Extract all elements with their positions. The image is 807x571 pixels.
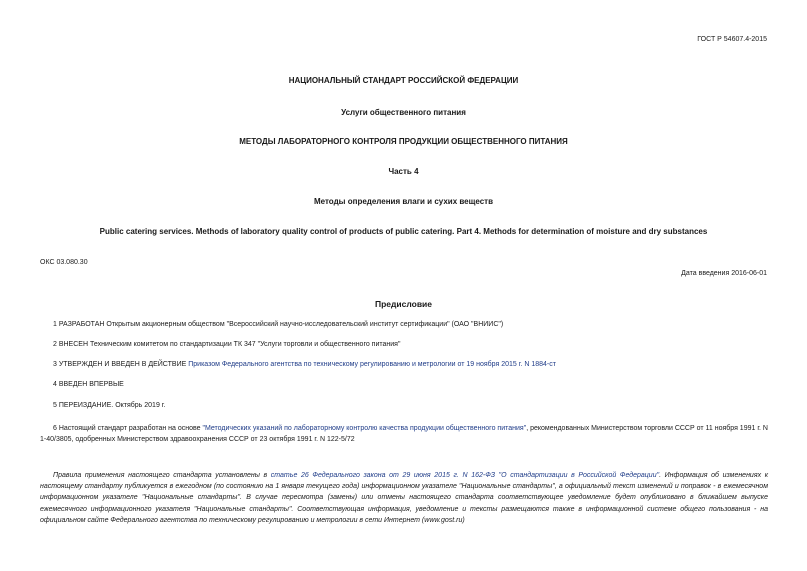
english-title: Public catering services. Methods of laboratory quality control of products of public catering. Part 4. Methods for determination of moisture and dry substances [99, 227, 708, 236]
introduction-date: Дата введения 2016-06-01 [681, 270, 767, 277]
national-standard-heading: НАЦИОНАЛЬНЫЙ СТАНДАРТ РОССИЙСКОЙ ФЕДЕРАЦИИ [288, 76, 519, 85]
preface-item-6-prefix: 6 Настоящий стандарт разработан на основе [53, 425, 203, 432]
preface-item-6-suffix: , рекомендованных Министерством торговли СССР от 11 ноября 1991 г. N 1-40/3805, одобренных Министерством здравоохранения СССР от 23 октября 1991 г. N 122-5/72 [40, 425, 768, 443]
part-number: Часть 4 [388, 167, 419, 176]
federal-law-link[interactable]: статье 26 Федерального закона от 29 июня 2015 г. N 162-ФЗ "О стандартизации в Российской Федерации" [270, 472, 660, 479]
main-title: МЕТОДЫ ЛАБОРАТОРНОГО КОНТРОЛЯ ПРОДУКЦИИ ОБЩЕСТВЕННОГО ПИТАНИЯ [239, 137, 568, 146]
preface-item-3-text: 3 УТВЕРЖДЕН И ВВЕДЕН В ДЕЙСТВИЕ [53, 361, 189, 368]
preface-item-2: 2 ВНЕСЕН Техническим комитетом по стандартизации ТК 347 "Услуги торговли и общественного питания" [53, 341, 401, 348]
preface-heading: Предисловие [374, 299, 433, 309]
note-text-2: . Информация об изменениях к настоящему стандарту публикуется в ежегодном (по состоянию на 1 января текущего года) информационном указателе "Национальные стандарты", а официальный текст изменений и поправок - в ежемесячном информационном указателе "Национальные стандарты". В случае пересмотра (замены) или отмены настоящего стандарта соответствующее уведомление будет опубликовано в ближайшем выпуске ежемесячного информационного указателя "Национальные стандарты". Соответствующая информация, уведомление и тексты размещаются также в информационной системе общего пользования - на официальном сайте Федерального агентства по техническому регулированию и метрологии в сети Интернет (www.gost.ru) [40, 472, 768, 524]
guidelines-link[interactable]: "Методических указаний по лабораторному контролю качества продукции общественного питания" [202, 425, 527, 432]
standard-code: ГОСТ Р 54607.4-2015 [697, 36, 767, 43]
part-title: Методы определения влаги и сухих веществ [313, 197, 493, 206]
preface-item-4: 4 ВВЕДЕН ВПЕРВЫЕ [53, 381, 124, 388]
preface-item-5: 5 ПЕРЕИЗДАНИЕ. Октябрь 2019 г. [53, 402, 166, 409]
application-rules-note [40, 470, 768, 526]
preface-item-1: 1 РАЗРАБОТАН Открытым акционерным обществом "Всероссийский научно-исследовательский институт сертификации" (ОАО "ВНИИС") [53, 321, 504, 328]
subject-heading: Услуги общественного питания [341, 108, 466, 117]
order-link[interactable]: Приказом Федерального агентства по техническому регулированию и метрологии от 19 ноября 2015 г. N 1884-ст [188, 361, 556, 368]
note-text-1: Правила применения настоящего стандарта установлены в [53, 472, 271, 479]
preface-item-3 [53, 361, 556, 368]
preface-item-6 [40, 423, 768, 445]
oks-code: ОКС 03.080.30 [40, 259, 88, 266]
